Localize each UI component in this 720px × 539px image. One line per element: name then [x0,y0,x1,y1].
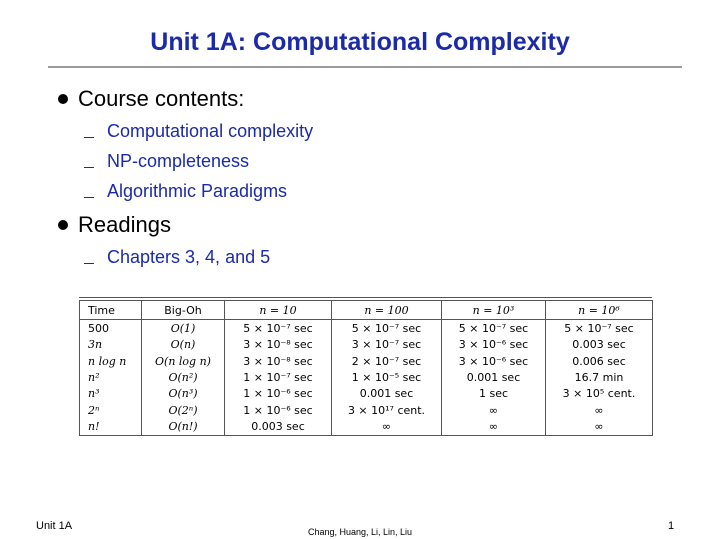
table-cell: 1 × 10⁻⁶ sec [225,386,332,402]
table-cell: 3 × 10⁵ cent. [546,386,653,402]
table-cell: 0.001 sec [332,386,442,402]
table-cell: n log n [80,353,142,369]
table-cell: O(n²) [142,369,225,385]
bullet-list [58,84,678,272]
complexity-table-wrapper [79,297,652,438]
table-cell: 3n [80,336,142,352]
bullet-text: Readings [78,212,171,237]
table-cell: O(n log n) [142,353,225,369]
table-cell: 0.001 sec [442,369,546,385]
header-cell: Big-Oh [142,301,225,320]
header-cell: Time [80,301,142,320]
footer-unit-label: Unit 1A [36,520,73,532]
bullet-dot-icon [58,94,68,104]
table-cell: ∞ [442,402,546,418]
table-row [80,386,653,402]
table-row [80,418,653,435]
table-top-rule [79,297,652,298]
table-cell: ∞ [546,418,653,435]
table-cell: 5 × 10⁻⁷ sec [332,320,442,337]
bullet-course-contents [58,84,678,114]
dash-icon [84,197,94,198]
table-cell: 1 × 10⁻⁶ sec [225,402,332,418]
table-cell: ∞ [332,418,442,435]
table-cell: 3 × 10⁻⁶ sec [442,336,546,352]
table-row [80,402,653,418]
table-cell: O(n!) [142,418,225,435]
page-number: 1 [668,520,675,532]
bullet-dot-icon [58,220,68,230]
table-cell: 0.003 sec [225,418,332,435]
table-cell: ∞ [546,402,653,418]
table-cell: 5 × 10⁻⁷ sec [546,320,653,337]
table-cell: n! [80,418,142,435]
table-cell: 3 × 10⁻⁶ sec [442,353,546,369]
sub-bullet-text: Computational complexity [107,120,314,141]
sub-bullet [58,176,678,206]
dash-icon [84,167,94,168]
header-cell: n = 10⁶ [546,301,653,320]
sub-bullet [58,146,678,176]
table-row [80,353,653,369]
table-cell: O(n) [142,336,225,352]
table-cell: 5 × 10⁻⁷ sec [442,320,546,337]
table-cell: O(1) [142,320,225,337]
table-header-row [80,301,653,320]
bullet-readings [58,210,678,240]
table-row [80,336,653,352]
dash-icon [84,137,94,138]
sub-bullet-text: NP-completeness [107,150,250,171]
table-cell: 500 [80,320,142,337]
sub-bullet-text: Algorithmic Paradigms [107,180,288,201]
table-row [80,369,653,385]
table-cell: 16.7 min [546,369,653,385]
header-cell: n = 10 [225,301,332,320]
table-cell: O(2ⁿ) [142,402,225,418]
sub-bullet [58,116,678,146]
dash-icon [84,263,94,264]
slide-title: Unit 1A: Computational Complexity [150,28,570,56]
table-cell: 1 × 10⁻⁷ sec [225,369,332,385]
table-cell: 1 × 10⁻⁵ sec [332,369,442,385]
title-divider [48,66,682,68]
table-cell: 0.006 sec [546,353,653,369]
complexity-table [79,300,653,436]
table-cell: 5 × 10⁻⁷ sec [225,320,332,337]
bullet-text: Course contents: [78,86,245,111]
table-cell: 3 × 10⁻⁸ sec [225,336,332,352]
table-cell: 1 sec [442,386,546,402]
table-cell: ∞ [442,418,546,435]
table-cell: O(n³) [142,386,225,402]
header-cell: n = 100 [332,301,442,320]
table-cell: n³ [80,386,142,402]
table-cell: 2 × 10⁻⁷ sec [332,353,442,369]
table-cell: n² [80,369,142,385]
table-cell: 0.003 sec [546,336,653,352]
table-row [80,320,653,337]
table-cell: 3 × 10¹⁷ cent. [332,402,442,418]
sub-bullet [58,242,678,272]
footer-authors: Chang, Huang, Li, Lin, Liu [307,527,413,537]
sub-bullet-text: Chapters 3, 4, and 5 [107,246,271,267]
header-cell: n = 10³ [442,301,546,320]
table-cell: 2ⁿ [80,402,142,418]
table-cell: 3 × 10⁻⁷ sec [332,336,442,352]
table-cell: 3 × 10⁻⁸ sec [225,353,332,369]
